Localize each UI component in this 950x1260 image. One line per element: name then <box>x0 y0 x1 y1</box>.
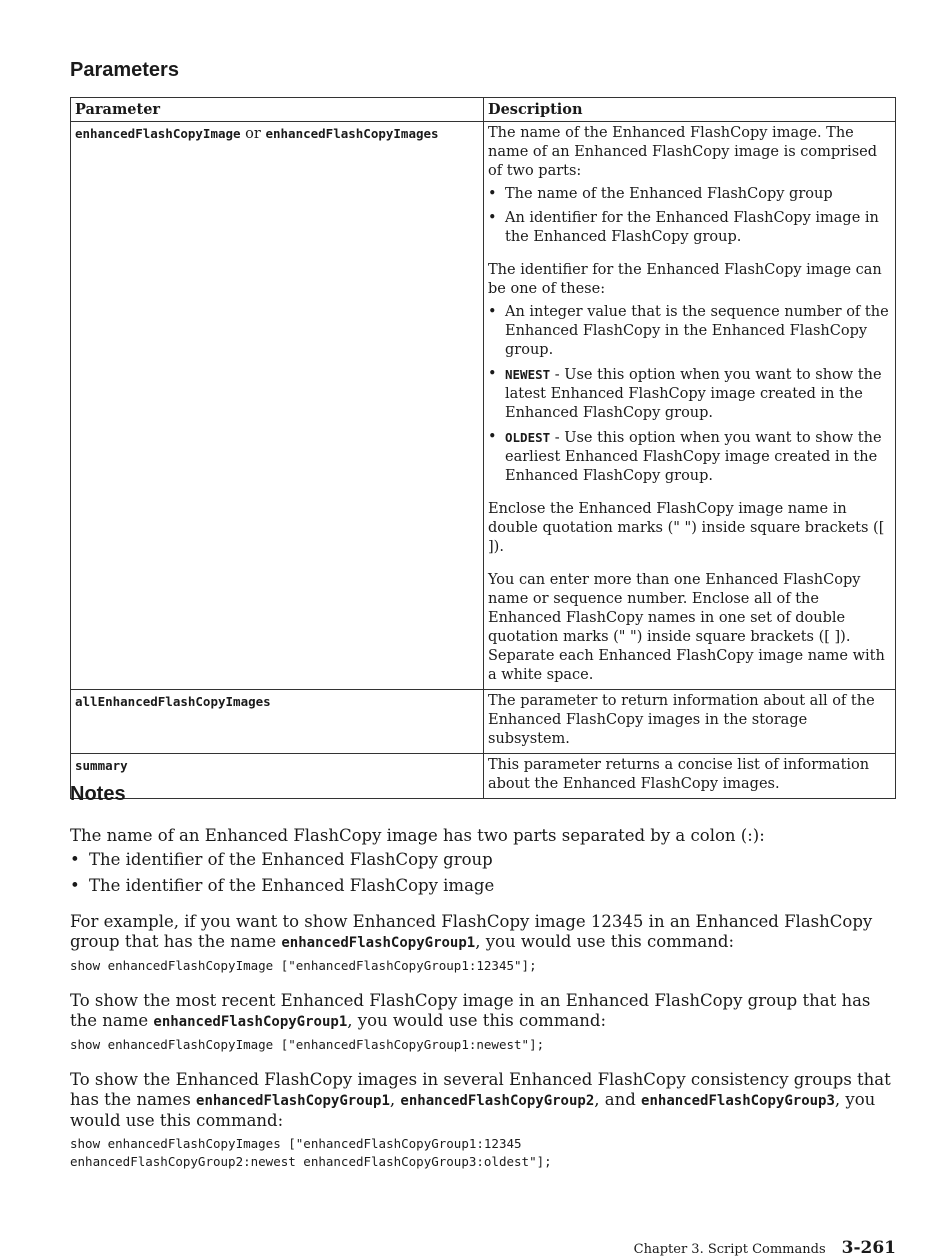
list-item <box>488 428 892 486</box>
list-item: • The name of the Enhanced FlashCopy group <box>488 185 892 204</box>
bullet-list <box>70 850 896 896</box>
list-item-text: - Use this option when you want to show the latest Enhanced FlashCopy image created in the Enhanced FlashCopy group. <box>505 367 882 421</box>
param-name: allEnhancedFlashCopyImages <box>75 694 271 709</box>
param-cell <box>71 122 484 690</box>
notes-intro: The name of an Enhanced FlashCopy image has two parts separated by a colon (:): <box>70 826 765 845</box>
list-item: • An identifier for the Enhanced FlashCopy image in the Enhanced FlashCopy group. <box>488 209 892 247</box>
list-item <box>488 365 892 423</box>
example-paragraph <box>70 1070 896 1131</box>
desc-cell: This parameter returns a concise list of information about the Enhanced FlashCopy images. <box>484 754 896 799</box>
page-number: 3-261 <box>841 1238 896 1258</box>
text-run: To show the most recent Enhanced FlashCopy image in an Enhanced FlashCopy group that has the name <box>70 991 871 1030</box>
parameters-table <box>70 97 896 799</box>
header-description: Description <box>484 98 896 122</box>
param-name: summary <box>75 758 128 773</box>
bullet-list <box>488 303 892 486</box>
text-run: , and <box>594 1090 642 1109</box>
parameters-heading: Parameters <box>70 59 179 81</box>
list-item: • An integer value that is the sequence number of the Enhanced FlashCopy in the Enhanced FlashCopy group. <box>488 303 892 360</box>
example-paragraph <box>70 991 896 1032</box>
desc-paragraph: The name of the Enhanced FlashCopy image. The name of an Enhanced FlashCopy image is comprised of two parts: <box>488 125 878 179</box>
group-name: enhancedFlashCopyGroup2 <box>400 1093 595 1109</box>
page-footer <box>634 1238 896 1258</box>
code-example: show enhancedFlashCopyImage ["enhancedFlashCopyGroup1:12345"]; <box>70 958 537 973</box>
group-name: enhancedFlashCopyGroup1 <box>281 935 476 951</box>
table-row <box>71 690 896 754</box>
text-run: , you would use this command: <box>70 1090 876 1130</box>
bullet-list <box>488 185 892 247</box>
list-item: • The identifier of the Enhanced FlashCopy group <box>70 850 896 870</box>
param-name: enhancedFlashCopyImage <box>75 126 241 141</box>
param-or: or <box>240 126 266 142</box>
text-run: , <box>389 1090 401 1109</box>
header-parameter: Parameter <box>71 98 484 122</box>
param-cell <box>71 754 484 799</box>
desc-paragraph: The identifier for the Enhanced FlashCopy image can be one of these: <box>488 262 882 297</box>
desc-paragraph: You can enter more than one Enhanced FlashCopy name or sequence number. Enclose all of the Enhanced FlashCopy names in one set of double quotation marks (" ") inside square brackets ([ ]). Separate each Enhanced FlashCopy image name with a white space. <box>488 572 885 683</box>
chapter-title: Chapter 3. Script Commands <box>633 1242 826 1257</box>
example-paragraph <box>70 912 896 953</box>
table-header-row <box>71 98 896 122</box>
group-name: enhancedFlashCopyGroup1 <box>196 1093 390 1109</box>
param-name: enhancedFlashCopyImages <box>265 126 439 141</box>
list-item: • The identifier of the Enhanced FlashCopy image <box>70 876 896 896</box>
text-run: For example, if you want to show Enhanced FlashCopy image 12345 in an Enhanced FlashCopy group that has the name <box>70 912 873 951</box>
param-cell <box>71 690 484 754</box>
list-item-text: - Use this option when you want to show the earliest Enhanced FlashCopy image created in the Enhanced FlashCopy group. <box>505 430 882 484</box>
desc-cell: The parameter to return information about all of the Enhanced FlashCopy images in the storage subsystem. <box>484 690 896 754</box>
table-row <box>71 754 896 799</box>
notes-section <box>70 826 896 1171</box>
table-row <box>71 122 896 690</box>
oldest-keyword: OLDEST <box>505 430 551 445</box>
text-run: , you would use this command: <box>347 1011 607 1030</box>
desc-cell <box>484 122 896 690</box>
group-name: enhancedFlashCopyGroup1 <box>153 1014 348 1030</box>
code-example: show enhancedFlashCopyImage ["enhancedFlashCopyGroup1:newest"]; <box>70 1037 545 1052</box>
text-run: , you would use this command: <box>475 932 735 951</box>
group-name: enhancedFlashCopyGroup3 <box>641 1093 835 1109</box>
text-run: To show the Enhanced FlashCopy images in several Enhanced FlashCopy consistency groups that has the names <box>70 1070 891 1109</box>
code-example: show enhancedFlashCopyImages ["enhancedFlashCopyGroup1:12345 enhancedFlashCopyGroup2:newest enhancedFlashCopyGroup3:oldest"]; <box>70 1136 552 1169</box>
newest-keyword: NEWEST <box>505 367 551 382</box>
notes-heading: Notes <box>70 783 126 805</box>
desc-paragraph: Enclose the Enhanced FlashCopy image name in double quotation marks (" ") inside square brackets ([ ]). <box>488 501 885 555</box>
